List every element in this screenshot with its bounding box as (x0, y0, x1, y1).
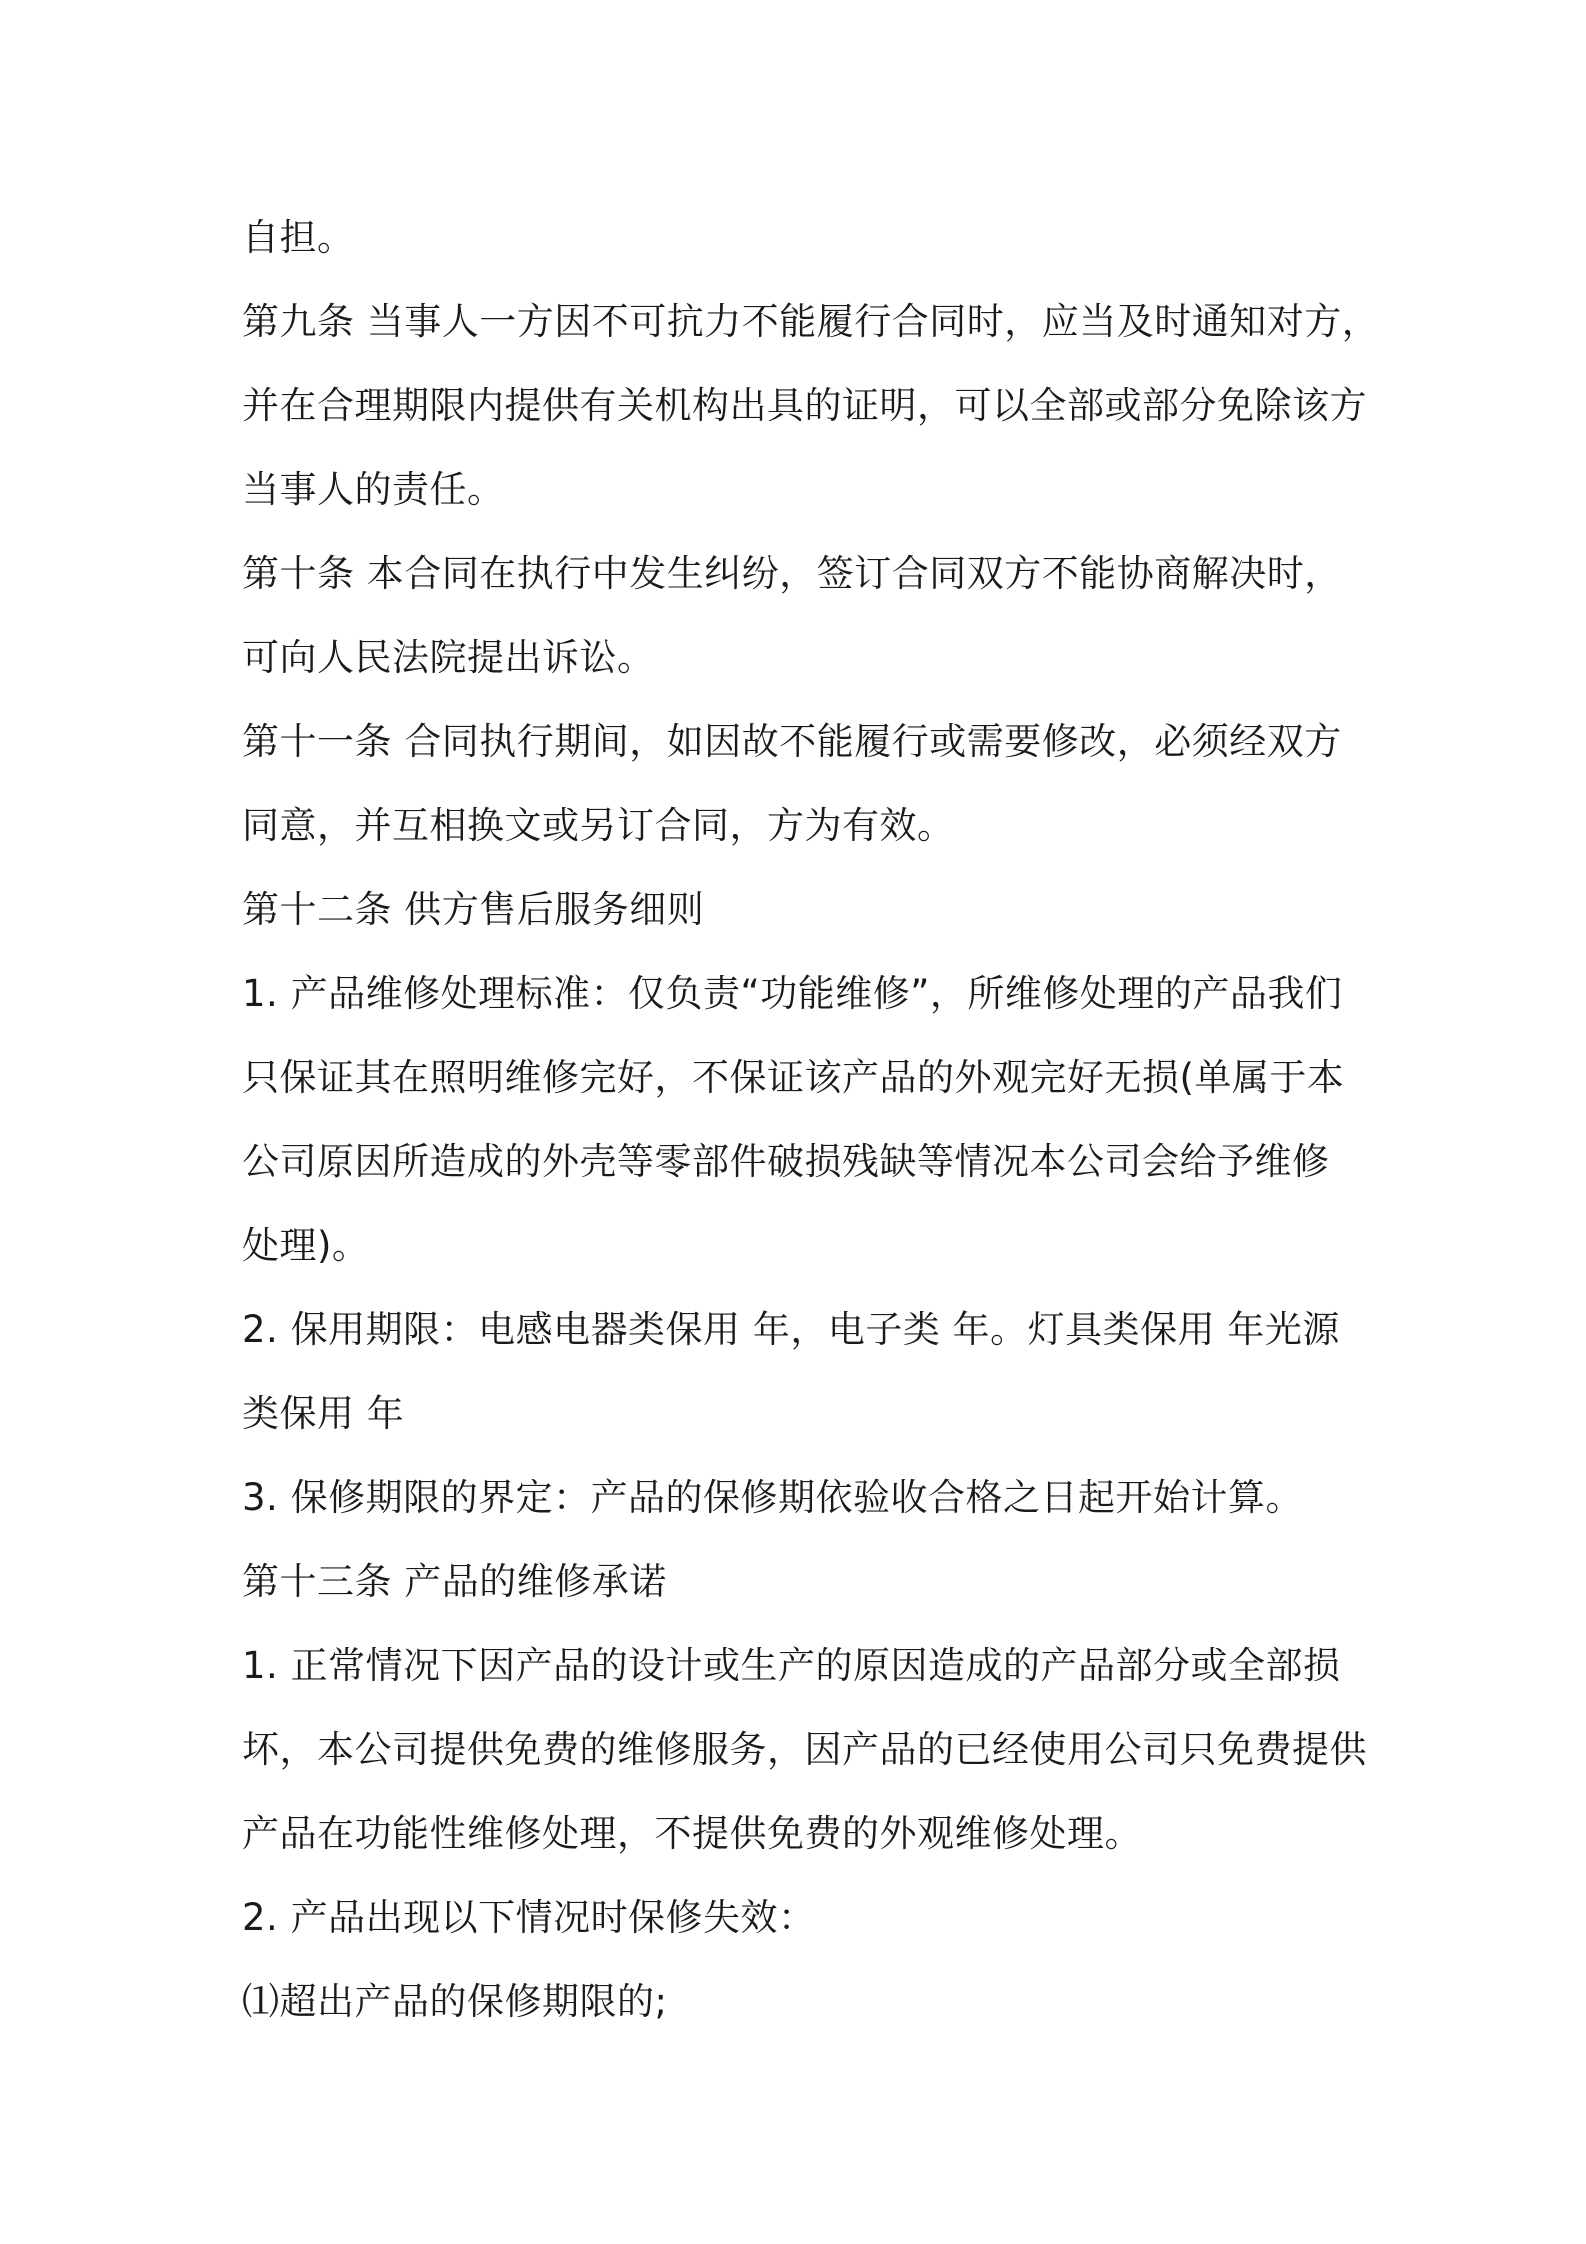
clause-10-heading-line: 第十条 本合同在执行中发生纠纷，签订合同双方不能协商解决时， (242, 552, 1342, 595)
text-line: 处理)。 (242, 1224, 370, 1267)
clause-13-heading: 第十三条 产品的维修承诺 (242, 1560, 667, 1603)
list-item-2-line: 2. 产品出现以下情况时保修失效： (242, 1896, 816, 1939)
list-item-2-line: 2. 保用期限：电感电器类保用 年，电子类 年。灯具类保用 年光源 (242, 1308, 1340, 1351)
sub-item-1-line: ⑴超出产品的保修期限的; (242, 1980, 668, 2023)
text-line: 同意，并互相换文或另订合同，方为有效。 (242, 804, 955, 847)
clause-12-heading: 第十二条 供方售后服务细则 (242, 888, 705, 931)
text-line: 类保用 年 (242, 1392, 405, 1435)
document-body (242, 196, 1392, 2044)
list-item-1-line: 1. 正常情况下因产品的设计或生产的原因造成的产品部分或全部损 (242, 1644, 1341, 1687)
text-line: 公司原因所造成的外壳等零部件破损残缺等情况本公司会给予维修 (242, 1140, 1330, 1183)
text-line: 可向人民法院提出诉讼。 (242, 636, 655, 679)
clause-11-heading-line: 第十一条 合同执行期间，如因故不能履行或需要修改，必须经双方 (242, 720, 1342, 763)
list-item-3-line: 3. 保修期限的界定：产品的保修期依验收合格之日起开始计算。 (242, 1476, 1304, 1519)
text-line: 只保证其在照明维修完好，不保证该产品的外观完好无损(单属于本 (242, 1056, 1345, 1099)
text-line: 坏，本公司提供免费的维修服务，因产品的已经使用公司只免费提供 (242, 1728, 1367, 1771)
text-line: 产品在功能性维修处理，不提供免费的外观维修处理。 (242, 1812, 1142, 1855)
text-line: 自担。 (242, 216, 355, 259)
clause-9-heading-line: 第九条 当事人一方因不可抗力不能履行合同时，应当及时通知对方， (242, 300, 1380, 343)
text-line: 当事人的责任。 (242, 468, 505, 511)
text-line: 并在合理期限内提供有关机构出具的证明，可以全部或部分免除该方 (242, 384, 1367, 427)
list-item-1-line: 1. 产品维修处理标准：仅负责“功能维修”，所维修处理的产品我们 (242, 972, 1343, 1015)
